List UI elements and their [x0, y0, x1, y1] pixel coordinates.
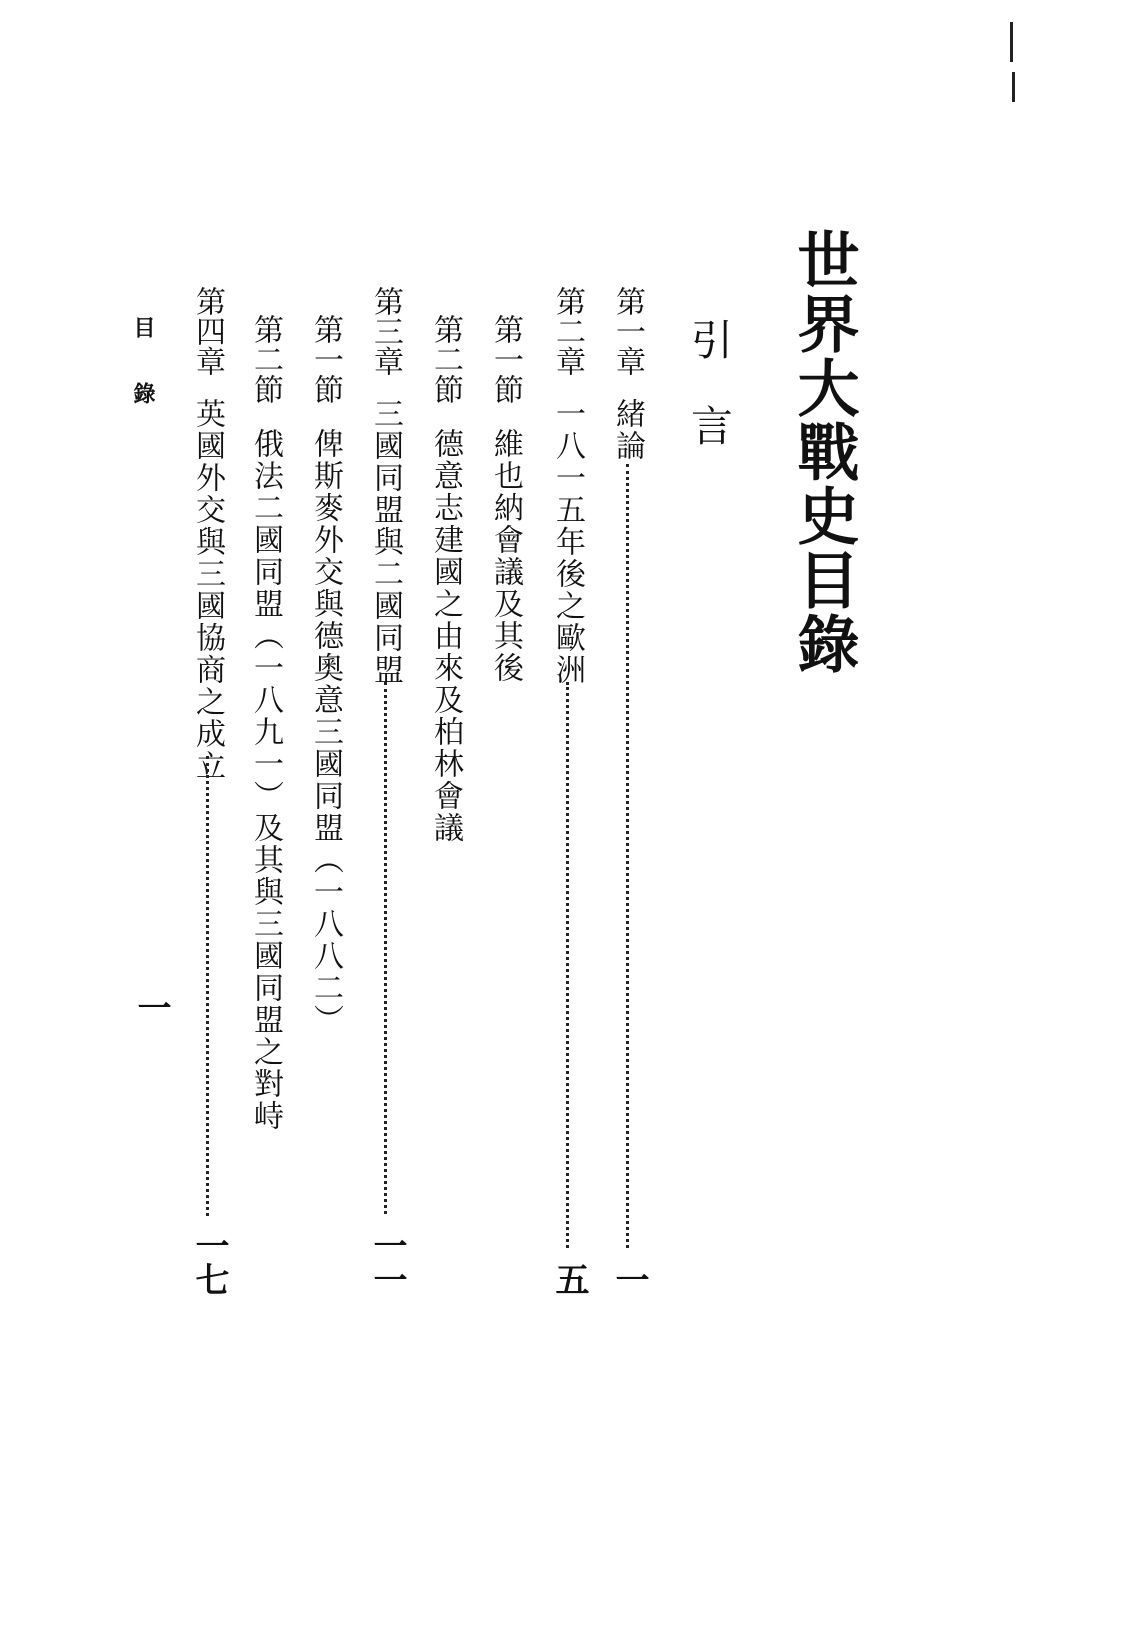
dot-leader: [626, 464, 629, 1248]
entry-label: 第二節: [248, 314, 283, 404]
entry-title: 維也納會議及其後: [488, 428, 523, 684]
entry-label: 第一節: [308, 314, 343, 404]
scan-mark: [1010, 22, 1013, 62]
entry-page-number: 一一: [367, 1228, 407, 1296]
entry-title: 德意志建國之由來及柏林會議: [428, 428, 463, 844]
entry-title: 俄法二國同盟（一八九一）及其與三國同盟之對峙: [248, 428, 283, 1132]
running-head: 目錄: [130, 316, 156, 448]
folio-page-number: 一: [131, 990, 171, 1024]
toc-entry: [430, 286, 464, 1296]
entry-title: 三國同盟與二國同盟: [368, 398, 403, 686]
entry-label: 第二章: [550, 286, 585, 376]
dot-leader: [206, 756, 209, 1216]
entry-title: 英國外交與三國協商之成立: [190, 398, 225, 782]
entry-label: 第二節: [428, 314, 463, 404]
preface-heading: 引言: [685, 318, 734, 490]
entry-page-number: 一七: [189, 1228, 229, 1296]
toc-entry: [367, 286, 407, 1296]
toc-entry: [310, 286, 344, 1296]
entry-label: 第一節: [488, 314, 523, 404]
entry-label: 第四章: [190, 286, 225, 376]
entry-title: 緒論: [610, 398, 645, 462]
dot-leader: [384, 682, 387, 1214]
entry-page-number: 五: [549, 1262, 589, 1296]
scan-mark: [1012, 72, 1015, 102]
book-title: 世界大戰史目錄: [787, 228, 860, 676]
toc-entry: [549, 286, 589, 1296]
dot-leader: [566, 682, 569, 1248]
entry-title: 一八一五年後之歐洲: [550, 398, 585, 686]
toc-entry: [250, 286, 284, 1296]
entry-page-number: 一: [609, 1262, 649, 1296]
toc-entry: [189, 286, 229, 1296]
toc-entry: [609, 286, 649, 1296]
toc-entry: [490, 286, 524, 1296]
entry-title: 俾斯麥外交與德奧意三國同盟（一八八二）: [308, 428, 343, 1036]
entry-label: 第三章: [368, 286, 403, 376]
entry-label: 第一章: [610, 286, 645, 376]
